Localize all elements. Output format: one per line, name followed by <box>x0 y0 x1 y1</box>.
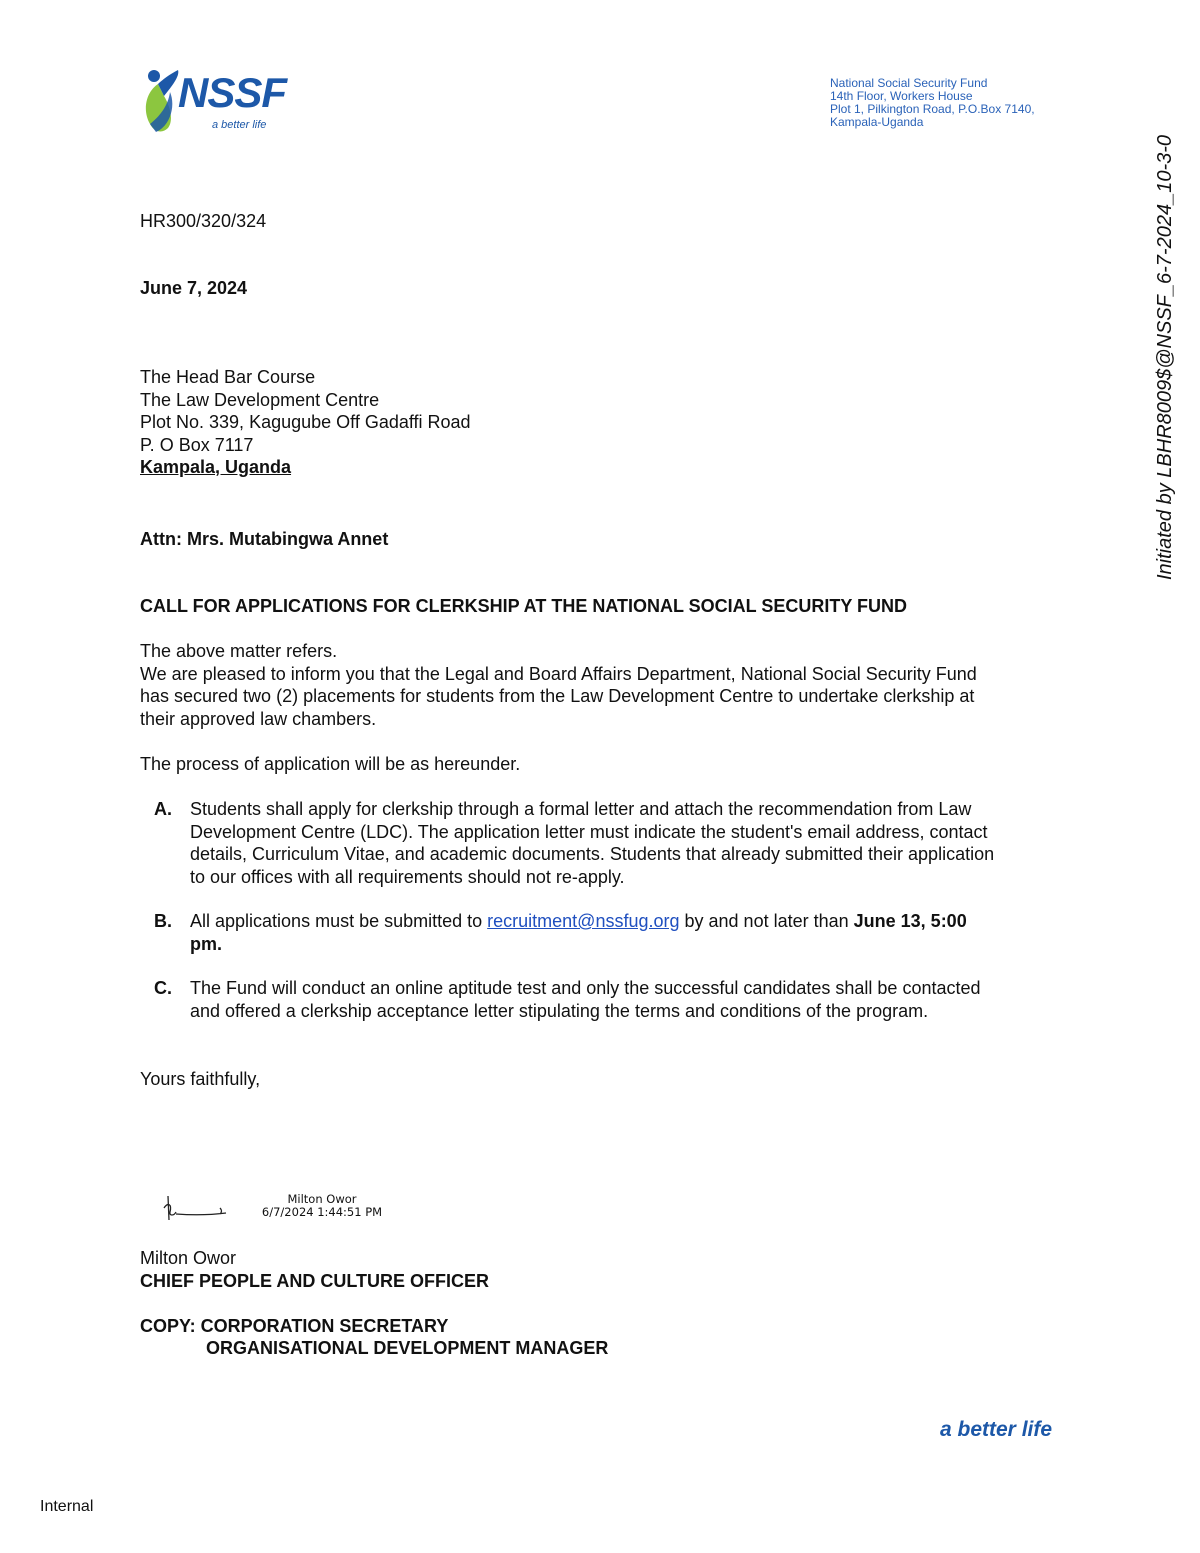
recruitment-email-link[interactable]: recruitment@nssfug.org <box>487 911 680 931</box>
recipient-line: P. O Box 7117 <box>140 434 254 455</box>
side-initiation-stamp: Initiated by LBHR8009$@NSSF_6-7-2024_10-3-0 <box>1154 134 1176 580</box>
address-line: Plot 1, Pilkington Road, P.O.Box 7140, <box>830 102 1035 116</box>
digital-signature-stamp <box>252 1193 392 1219</box>
letter-subject: CALL FOR APPLICATIONS FOR CLERKSHIP AT THE NATIONAL SOCIAL SECURITY FUND <box>140 596 908 616</box>
item-line: and offered a clerkship acceptance letter stipulating the terms and conditions of the program. <box>190 1000 929 1021</box>
reference-number: HR300/320/324 <box>140 211 267 231</box>
item-text: All applications must be submitted to <box>190 911 488 931</box>
address-line: National Social Security Fund <box>830 76 988 90</box>
signature-scribble-icon <box>160 1190 232 1226</box>
item-line: The Fund will conduct an online aptitude test and only the successful candidates shall be contacted <box>190 978 981 998</box>
recipient-line: The Head Bar Course <box>140 367 316 387</box>
process-intro: The process of application will be as hereunder. <box>140 754 521 774</box>
closing: Yours faithfully, <box>140 1069 261 1089</box>
body-line: their approved law chambers. <box>140 708 377 729</box>
recipient-line: The Law Development Centre <box>140 389 380 410</box>
signature-timestamp: 6/7/2024 1:44:51 PM <box>261 1205 383 1219</box>
copy-line: COPY: CORPORATION SECRETARY <box>140 1316 449 1336</box>
signer-name-stamp: Milton Owor <box>287 1192 357 1206</box>
deadline-continued: pm. <box>190 933 223 954</box>
item-line: Students shall apply for clerkship through a formal letter and attach the recommendation from Law <box>190 799 972 819</box>
body-line: The above matter refers. <box>140 641 338 661</box>
address-line: 14th Floor, Workers House <box>830 89 973 103</box>
recipient-line: Plot No. 339, Kagugube Off Gadaffi Road <box>140 412 471 432</box>
letter-date: June 7, 2024 <box>140 278 248 298</box>
list-marker: B. <box>154 911 172 931</box>
footer-tagline: a better life <box>940 1418 1053 1441</box>
item-line: to our offices with all requirements should not re-apply. <box>190 866 625 887</box>
deadline: June 13, 5:00 <box>853 911 967 931</box>
signer-name: Milton Owor <box>140 1248 237 1268</box>
logo-tagline: a better life <box>212 119 267 131</box>
attention-line: Attn: Mrs. Mutabingwa Annet <box>140 529 389 549</box>
sender-address <box>830 77 1090 129</box>
recipient-city: Kampala, Uganda <box>140 457 292 477</box>
body-line: has secured two (2) placements for students from the Law Development Centre to undertake clerkship at <box>140 686 975 706</box>
body-line: We are pleased to inform you that the Legal and Board Affairs Department, National Social Security Fund <box>140 663 977 684</box>
copy-line: ORGANISATIONAL DEVELOPMENT MANAGER <box>206 1338 609 1358</box>
list-marker: A. <box>154 799 172 819</box>
body-paragraph <box>140 640 1056 730</box>
recipient-address <box>140 366 471 479</box>
signer-title: CHIEF PEOPLE AND CULTURE OFFICER <box>140 1271 490 1291</box>
item-line: Development Centre (LDC). The application letter must indicate the student's email address, contact <box>190 821 988 842</box>
address-line: Kampala-Uganda <box>830 115 924 129</box>
handwritten-signature <box>160 1190 232 1226</box>
list-marker: C. <box>154 978 172 998</box>
logo-wordmark: NSSF <box>178 69 287 116</box>
item-text: by and not later than <box>679 911 854 931</box>
classification-label: Internal <box>40 1498 94 1515</box>
item-line: details, Curriculum Vitae, and academic documents. Students that already submitted their application <box>190 844 995 864</box>
